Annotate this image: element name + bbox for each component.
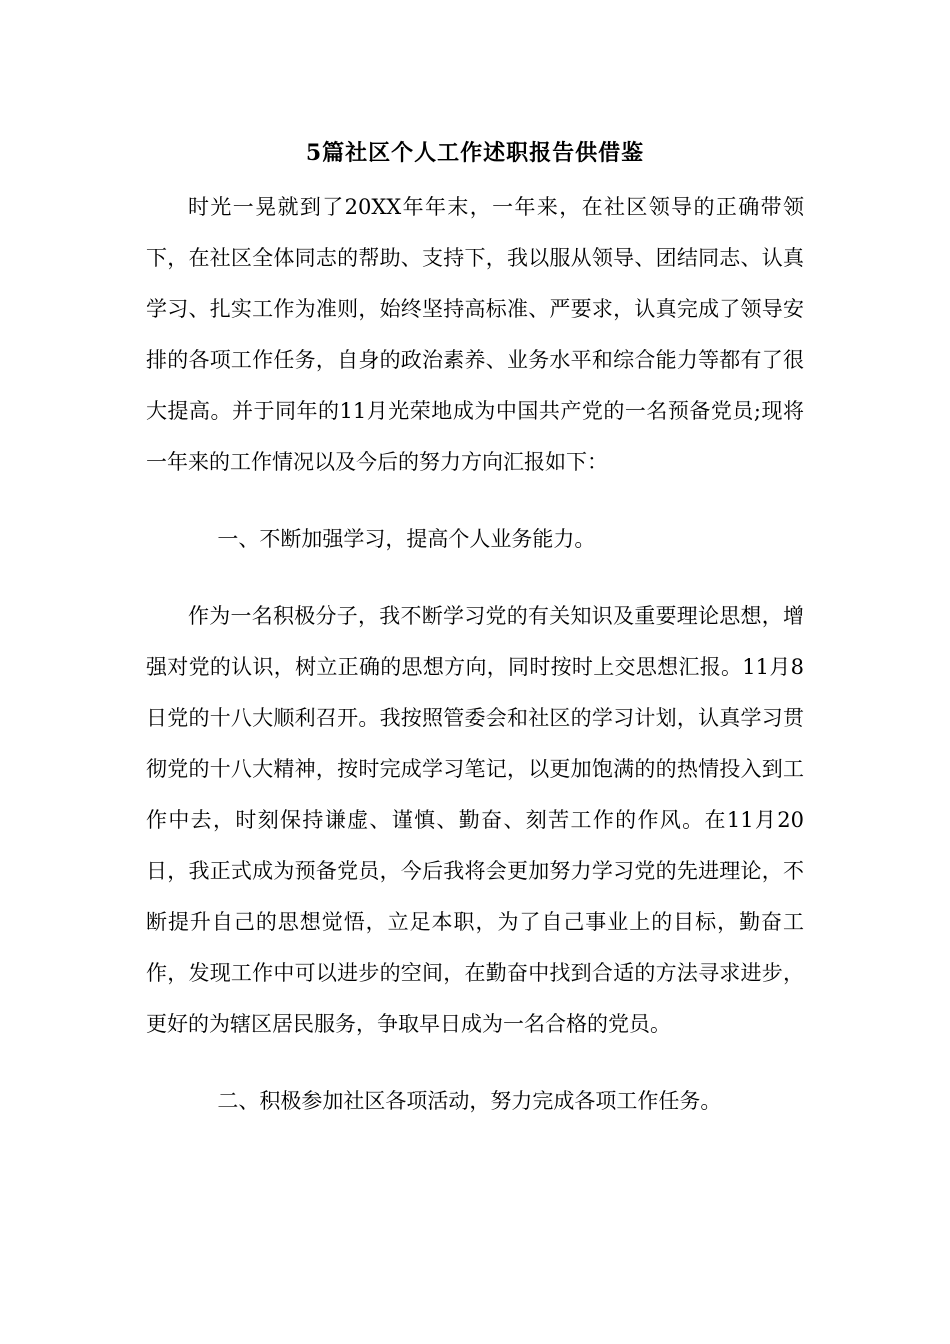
section-1-heading: 一、不断加强学习，提高个人业务能力。	[217, 527, 596, 551]
intro-paragraph: 时光一晃就到了20XX年年末，一年来，在社区领导的正确带领下，在社区全体同志的帮助、支持下，我以服从领导、团结同志、认真学习、扎实工作为准则，始终坚持高标准、严要求，认真完成了领导安排的各项工作任务，自身的政治素养、业务水平和综合能力等都有了很大提高。并于同年的11月光荣地成为中国共产党的一名预备党员;现将一年来的工作情况以及今后的努力方向汇报如下：	[146, 195, 804, 474]
document-body	[146, 182, 804, 1127]
document-title: 5篇社区个人工作述职报告供借鉴	[305, 140, 645, 166]
section-1-paragraph: 作为一名积极分子，我不断学习党的有关知识及重要理论思想，增强对党的认识，树立正确的思想方向，同时按时上交思想汇报。11月8日党的十八大顺利召开。我按照管委会和社区的学习计划，认真学习贯彻党的十八大精神，按时完成学习笔记，以更加饱满的的热情投入到工作中去，时刻保持谦虚、谨慎、勤奋、刻苦工作的作风。在11月20日，我正式成为预备党员，今后我将会更加努力学习党的先进理论，不断提升自己的思想觉悟，立足本职，为了自己事业上的目标，勤奋工作，发现工作中可以进步的空间，在勤奋中找到合适的方法寻求进步，更好的为辖区居民服务，争取早日成为一名合格的党员。	[146, 604, 804, 1036]
section-2-heading: 二、积极参加社区各项活动，努力完成各项工作任务。	[217, 1089, 722, 1113]
